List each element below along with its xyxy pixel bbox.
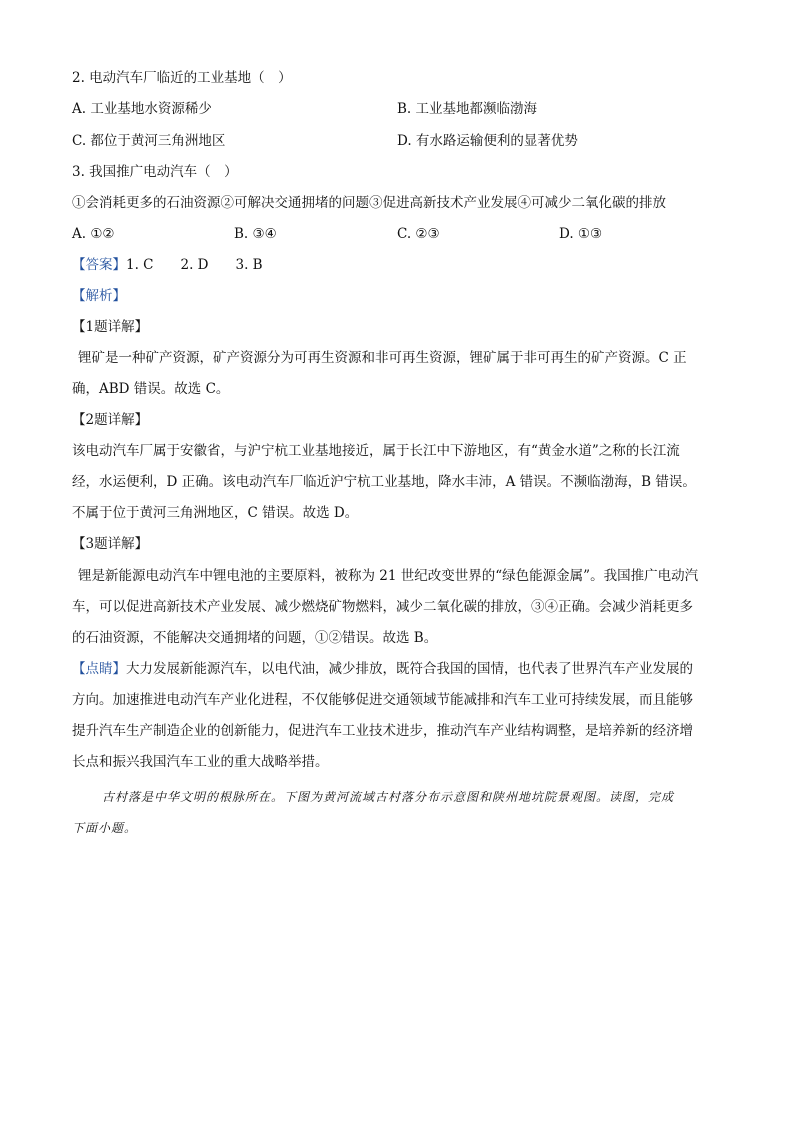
detail3-line-1: 锂是新能源电动汽车中锂电池的主要原料，被称为 21 世纪改变世界的“绿色能源金属”。我国推广电动汽 (78, 568, 699, 584)
q2-option-c: C. 都位于黄河三角洲地区 (72, 133, 226, 149)
detail1-title: 【1题详解】 (72, 319, 149, 335)
q2-stem: 2. 电动汽车厂临近的工业基地（ ） (72, 70, 292, 86)
answer-text: 1. C 2. D 3. B (126, 257, 263, 273)
answer-label: 【答案】 (72, 257, 126, 273)
q3-option-b: B. ③④ (234, 226, 277, 242)
detail1-line-2: 确，ABD 错误。故选 C。 (72, 381, 230, 397)
detail3-line-2: 车，可以促进高新技术产业发展、减少燃烧矿物燃料，减少二氧化碳的排放，③④正确。会减少消耗更多 (72, 599, 693, 615)
q3-statement: ①会消耗更多的石油资源②可解决交通拥堵的问题③促进高新技术产业发展④可减少二氧化碳的排放 (72, 195, 666, 211)
intro-line-2: 下面小题。 (72, 821, 138, 835)
detail1-line-1: 锂矿是一种矿产资源，矿产资源分为可再生资源和非可再生资源，锂矿属于非可再生的矿产资源。C 正 (78, 350, 687, 366)
q2-option-d: D. 有水路运输便利的显著优势 (397, 133, 578, 149)
intro-line-1: 古村落是中华文明的根脉所在。下图为黄河流域古村落分布示意图和陕州地坑院景观图。读图，完成 (102, 790, 675, 804)
q3-stem: 3. 我国推广电动汽车（ ） (72, 164, 238, 180)
tip-line-4: 长点和振兴我国汽车工业的重大战略举措。 (72, 754, 329, 770)
q3-option-a: A. ①② (72, 226, 115, 242)
analysis-label: 【解析】 (72, 288, 126, 304)
q3-option-c: C. ②③ (397, 226, 440, 242)
tip-text-1: 大力发展新能源汽车，以电代油，减少排放，既符合我国的国情，也代表了世界汽车产业发展的 (126, 661, 693, 677)
tip-line-2: 方向。加速推进电动汽车产业化进程，不仅能够促进交通领域节能减排和汽车工业可持续发展，而且能够 (72, 692, 693, 708)
detail2-line-2: 经，水运便利，D 正确。该电动汽车厂临近沪宁杭工业基地，降水丰沛，A 错误。不濒临渤海，B 错误。 (72, 474, 696, 490)
detail2-title: 【2题详解】 (72, 412, 149, 428)
tip-line-1 (72, 659, 693, 679)
tip-line-3: 提升汽车生产制造企业的创新能力，促进汽车工业技术进步，推动汽车产业结构调整，是培养新的经济增 (72, 723, 693, 739)
answer-line (72, 255, 263, 275)
tip-label: 【点睛】 (72, 661, 126, 677)
detail3-line-3: 的石油资源，不能解决交通拥堵的问题，①②错误。故选 B。 (72, 630, 438, 646)
q3-option-d: D. ①③ (559, 226, 603, 242)
detail3-title: 【3题详解】 (72, 536, 149, 552)
detail2-line-1: 该电动汽车厂属于安徽省，与沪宁杭工业基地接近，属于长江中下游地区，有“黄金水道”之称的长江流 (72, 443, 680, 459)
detail2-line-3: 不属于位于黄河三角洲地区，C 错误。故选 D。 (72, 505, 359, 521)
q2-option-b: B. 工业基地都濒临渤海 (397, 101, 538, 117)
q2-option-a: A. 工业基地水资源稀少 (72, 101, 212, 117)
